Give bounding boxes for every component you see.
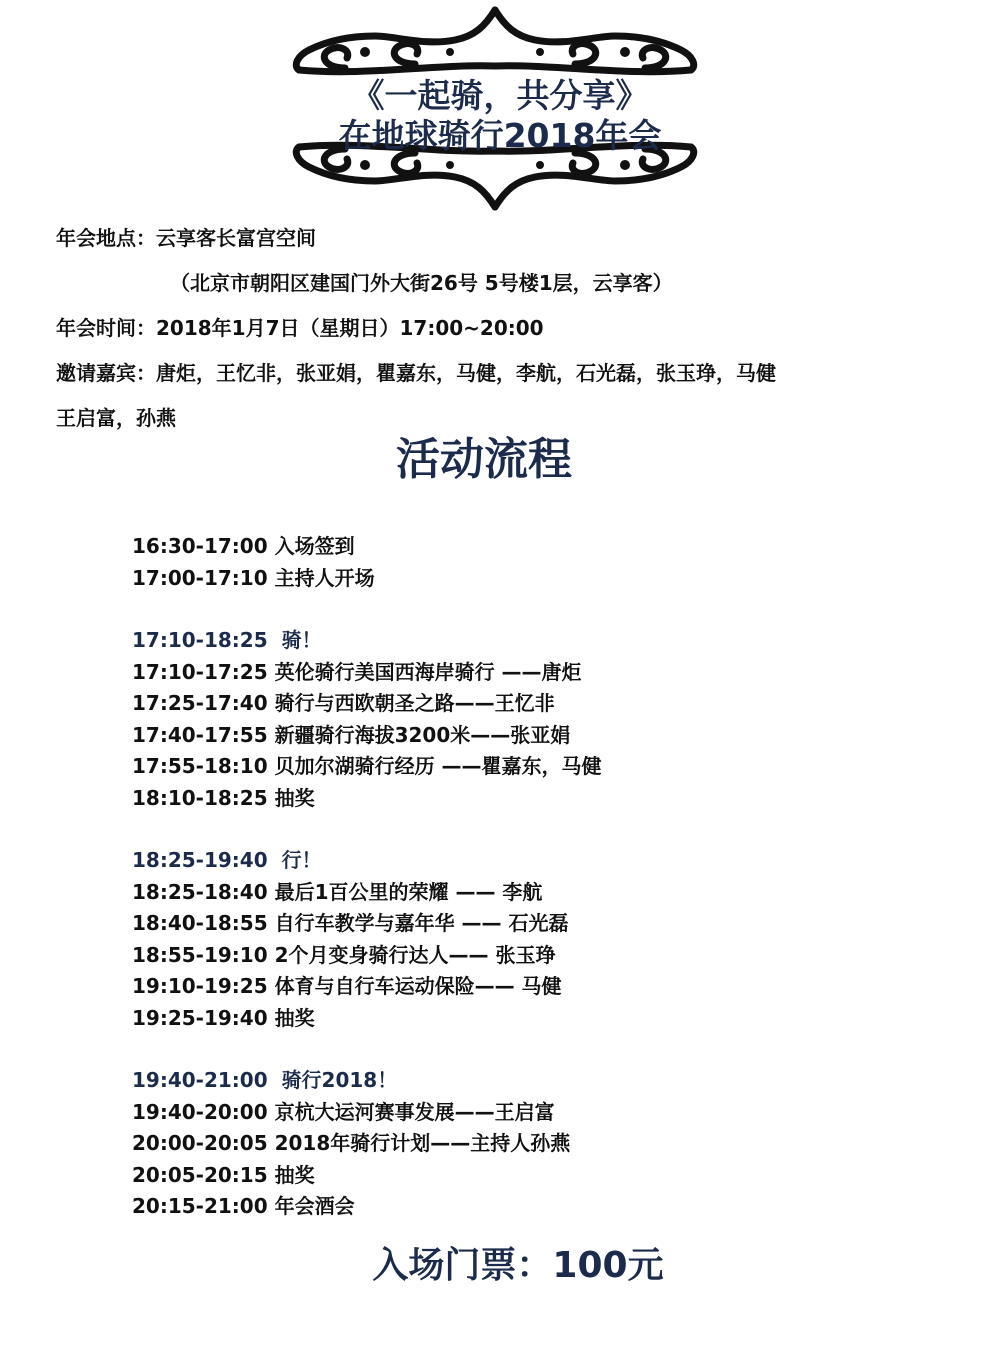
- schedule-time: 19:40-20:00: [132, 1099, 268, 1124]
- schedule-item: [132, 751, 952, 783]
- schedule-item: [132, 1160, 952, 1192]
- schedule-time: 20:00-20:05: [132, 1131, 268, 1155]
- schedule-spacer: [132, 594, 952, 625]
- schedule-item: [132, 657, 952, 689]
- venue-line: 年会地点：云享客长富宫空间: [56, 226, 316, 250]
- schedule-time: 18:25-18:40: [132, 879, 268, 904]
- schedule-text: 体育与自行车运动保险—— 马健: [274, 974, 562, 998]
- schedule-item: [132, 1191, 952, 1223]
- schedule-time: 19:25-19:40: [132, 1005, 268, 1030]
- schedule-item: [132, 971, 952, 1003]
- schedule-text: 骑！: [281, 628, 322, 652]
- schedule-time: 18:10-18:25: [132, 785, 268, 810]
- schedule-list: [132, 531, 952, 1223]
- schedule-time: 19:10-19:25: [132, 974, 268, 998]
- schedule-time: 18:25-19:40: [132, 848, 268, 872]
- event-info: [56, 216, 976, 441]
- schedule-time: 17:40-17:55: [132, 722, 268, 747]
- schedule-time: 17:55-18:10: [132, 754, 268, 778]
- schedule-text: 抽奖: [274, 1005, 315, 1030]
- schedule-text: 英伦骑行美国西海岸骑行 ——唐炬: [274, 659, 582, 684]
- schedule-section-head: [132, 845, 952, 877]
- schedule-spacer: [132, 814, 952, 845]
- title-line-2: 在地球骑行2018年会: [338, 116, 662, 155]
- schedule-text: 2018年骑行计划——主持人孙燕: [274, 1131, 571, 1155]
- schedule-item: [132, 688, 952, 720]
- schedule-text: 新疆骑行海拔3200米——张亚娟: [274, 722, 571, 747]
- guests-line-cont: 王启富，孙燕: [56, 406, 176, 430]
- schedule-time: 17:25-17:40: [132, 691, 268, 715]
- schedule-item: [132, 1097, 952, 1129]
- schedule-item: [132, 908, 952, 940]
- schedule-item: [132, 720, 952, 752]
- address-line: （北京市朝阳区建国门外大街26号 5号楼1层，云享客）: [170, 271, 673, 295]
- schedule-text: 抽奖: [274, 785, 315, 810]
- schedule-item: [132, 531, 952, 563]
- schedule-time: 16:30-17:00: [132, 534, 268, 558]
- ticket-price: 入场门票：100元: [372, 1245, 664, 1286]
- schedule-item: [132, 783, 952, 815]
- schedule-item: [132, 1128, 952, 1160]
- schedule-text: 最后1百公里的荣耀 —— 李航: [274, 879, 543, 904]
- schedule-text: 贝加尔湖骑行经历 ——瞿嘉东，马健: [274, 754, 602, 778]
- schedule-text: 抽奖: [274, 1162, 315, 1187]
- schedule-section-head: [132, 625, 952, 657]
- schedule-time: 20:05-20:15: [132, 1162, 268, 1187]
- schedule-text: 主持人开场: [274, 565, 375, 590]
- schedule-item: [132, 877, 952, 909]
- schedule-text: 入场签到: [274, 534, 355, 558]
- schedule-time: 20:15-21:00: [132, 1194, 268, 1218]
- guests-line: 邀请嘉宾：唐炬，王忆非，张亚娟，瞿嘉东，马健，李航，石光磊，张玉琤，马健: [56, 361, 776, 385]
- schedule-time: 19:40-21:00: [132, 1068, 268, 1092]
- time-line: 年会时间：2018年1月7日（星期日）17:00~20:00: [56, 316, 544, 340]
- page-title: [0, 76, 1000, 156]
- schedule-text: 行！: [281, 848, 322, 872]
- schedule-spacer: [132, 1034, 952, 1065]
- schedule-time: 18:40-18:55: [132, 911, 268, 935]
- schedule-section-head: [132, 1065, 952, 1097]
- schedule-time: 17:00-17:10: [132, 565, 268, 590]
- schedule-text: 2个月变身骑行达人—— 张玉琤: [274, 942, 556, 967]
- schedule-item: [132, 1003, 952, 1035]
- schedule-time: 18:55-19:10: [132, 942, 268, 967]
- schedule-text: 京杭大运河赛事发展——王启富: [274, 1099, 555, 1124]
- title-line-1: 《一起骑，共分享》: [351, 76, 649, 115]
- schedule-text: 自行车教学与嘉年华 —— 石光磊: [274, 911, 569, 935]
- schedule-item: [132, 563, 952, 595]
- schedule-time: 17:10-17:25: [132, 659, 268, 684]
- schedule-text: 年会酒会: [274, 1194, 355, 1218]
- schedule-text: 骑行2018！: [281, 1068, 398, 1092]
- schedule-item: [132, 940, 952, 972]
- schedule-text: 骑行与西欧朝圣之路——王忆非: [274, 691, 555, 715]
- schedule-heading: 活动流程: [396, 434, 572, 485]
- schedule-time: 17:10-18:25: [132, 628, 268, 652]
